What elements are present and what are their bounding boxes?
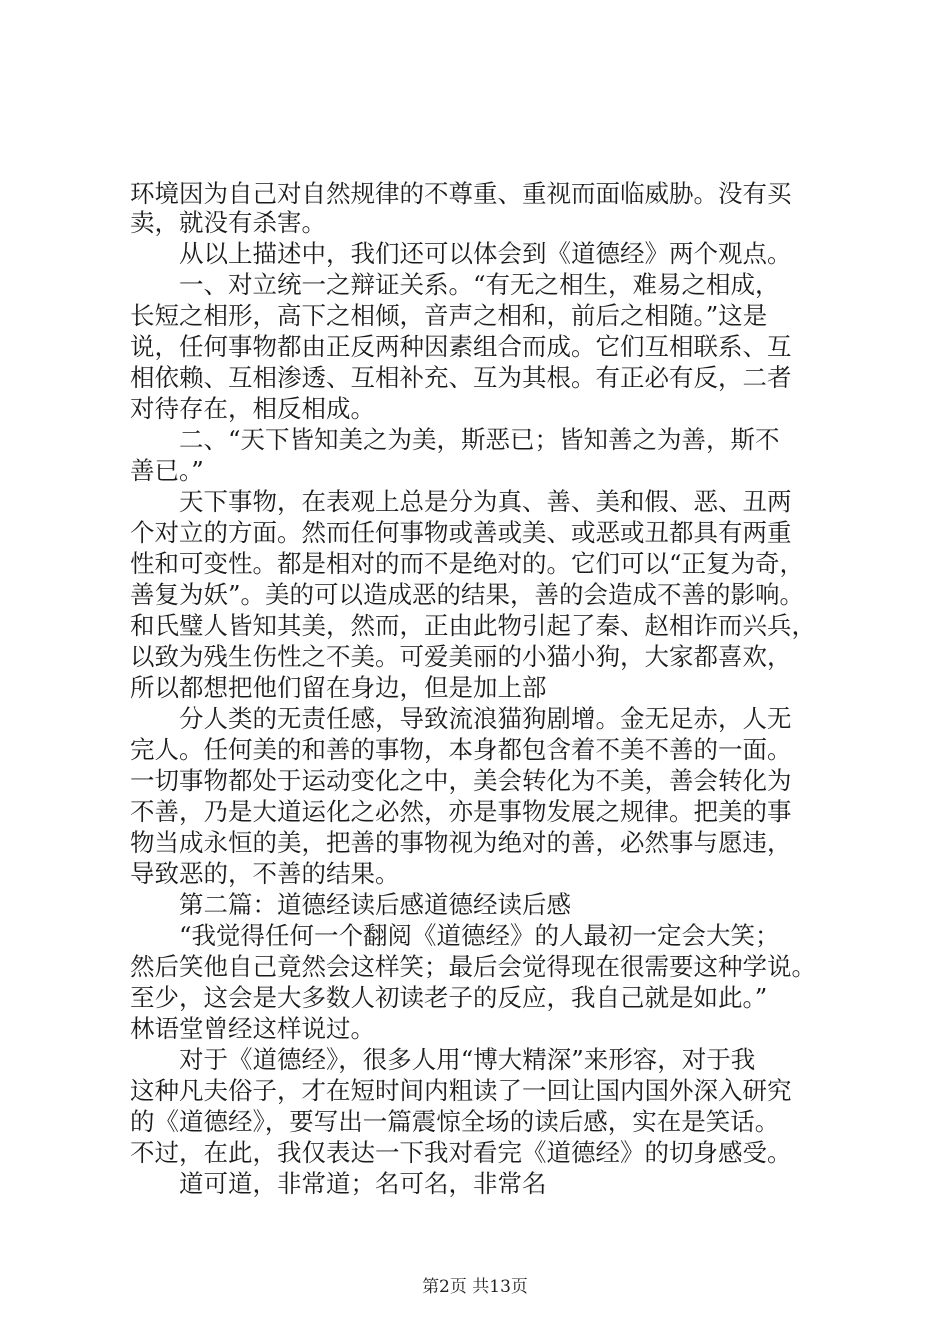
text-line: 完人。任何美的和善的事物，本身都包含着不美不善的一面。	[130, 735, 792, 764]
text-line: 不善，乃是大道运化之必然，亦是事物发展之规律。把美的事	[130, 797, 792, 826]
text-line: 所以都想把他们留在身边，但是加上部	[130, 673, 547, 702]
text-line: 林语堂曾经这样说过。	[130, 1014, 375, 1043]
text-line: 长短之相形，高下之相倾，音声之相和，前后之相随。”这是	[130, 301, 768, 330]
section-heading: 第二篇：道德经读后感道德经读后感	[130, 890, 571, 919]
text-line: “我觉得任何一个翻阅《道德经》的人最初一定会大笑；	[130, 921, 780, 950]
page-number-footer: 第2页 共13页	[422, 1277, 528, 1297]
text-line: 善已。”	[130, 456, 204, 485]
text-line: 天下事物，在表观上总是分为真、善、美和假、恶、丑两	[130, 487, 792, 516]
text-line: 对待存在，相反相成。	[130, 394, 375, 423]
text-line: 环境因为自己对自然规律的不尊重、重视而面临威胁。没有买	[130, 179, 792, 208]
text-line: 说，任何事物都由正反两种因素组合而成。它们互相联系、互	[130, 332, 792, 361]
text-line: 分人类的无责任感，导致流浪猫狗剧增。金无足赤，人无	[130, 704, 792, 733]
text-line: 物当成永恒的美，把善的事物视为绝对的善，必然事与愿违，	[130, 828, 792, 857]
text-line: 道可道，非常道；名可名，非常名	[130, 1169, 547, 1198]
text-line: 和氏璧人皆知其美，然而，正由此物引起了秦、赵相诈而兴兵，	[130, 611, 816, 640]
text-line: 不过，在此，我仅表达一下我对看完《道德经》的切身感受。	[130, 1138, 792, 1167]
text-line: 对于《道德经》，很多人用“博大精深”来形容，对于我	[130, 1045, 756, 1074]
text-line: 相依赖、互相渗透、互相补充、互为其根。有正必有反，二者	[130, 363, 792, 392]
text-line: 以致为残生伤性之不美。可爱美丽的小猫小狗，大家都喜欢，	[130, 642, 792, 671]
text-line: 导致恶的，不善的结果。	[130, 859, 400, 888]
text-line: 善复为妖”。美的可以造成恶的结果，善的会造成不善的影响。	[130, 580, 805, 609]
text-line: 二、“天下皆知美之为美，斯恶已；皆知善之为善，斯不	[130, 425, 780, 454]
text-line: 的《道德经》，要写出一篇震惊全场的读后感，实在是笑话。	[130, 1107, 780, 1136]
text-line: 一切事物都处于运动变化之中，美会转化为不美，善会转化为	[130, 766, 792, 795]
text-line: 从以上描述中，我们还可以体会到《道德经》两个观点。	[130, 239, 792, 268]
text-line: 性和可变性。都是相对的而不是绝对的。它们可以“正复为奇，	[130, 549, 805, 578]
text-line: 个对立的方面。然而任何事物或善或美、或恶或丑都具有两重	[130, 518, 792, 547]
text-line: 这种凡夫俗子，才在短时间内粗读了一回让国内国外深入研究	[130, 1076, 792, 1105]
text-line: 至少，这会是大多数人初读老子的反应，我自己就是如此。”	[130, 983, 768, 1012]
text-line: 卖，就没有杀害。	[130, 208, 326, 237]
text-line: 一、对立统一之辩证关系。“有无之相生，难易之相成，	[130, 270, 780, 299]
text-line: 然后笑他自己竟然会这样笑；最后会觉得现在很需要这种学说。	[130, 952, 816, 981]
